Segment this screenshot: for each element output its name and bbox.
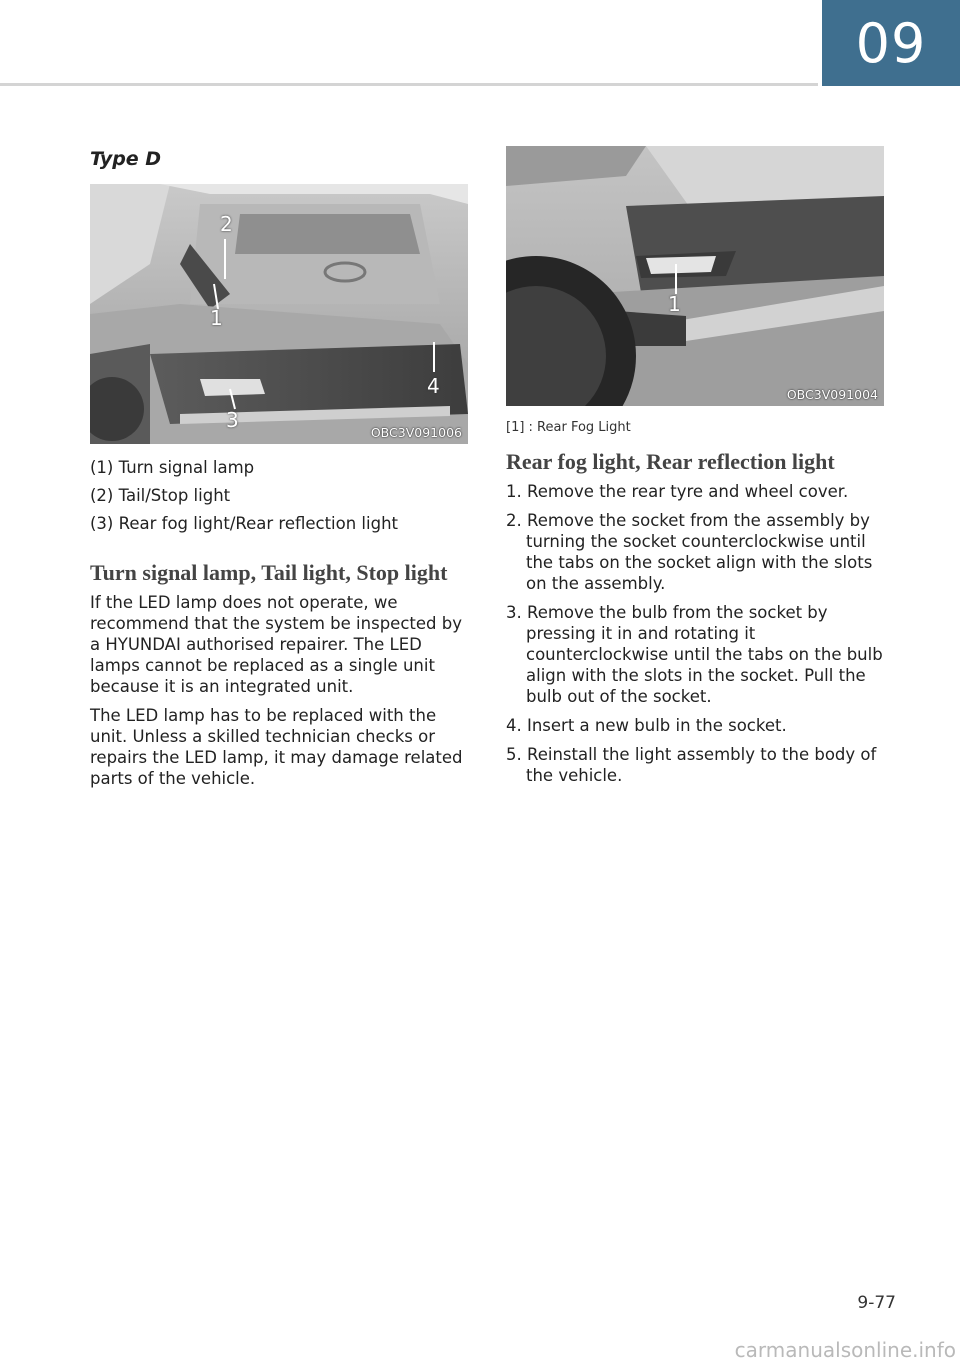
step-list xyxy=(506,481,884,786)
section-title: Turn signal lamp, Tail light, Stop light xyxy=(90,560,448,585)
header-rule xyxy=(0,83,818,86)
step-item: 1. Remove the rear tyre and wheel cover. xyxy=(506,482,849,501)
figure-legend xyxy=(90,454,468,538)
legend-item: (1) Turn signal lamp xyxy=(90,458,255,477)
watermark: carmanualsonline.info xyxy=(734,1338,956,1362)
rear-fog-light-figure xyxy=(506,146,884,406)
paragraph: The LED lamp has to be replaced with the unit. Unless a skilled technician checks or repairs the LED lamp, it may damage related parts of the vehicle. xyxy=(90,706,463,788)
page-number: 9-77 xyxy=(857,1293,896,1313)
figure-code: OBC3V091004 xyxy=(786,387,878,402)
callout-3: 3 xyxy=(226,408,239,432)
step-item: 4. Insert a new bulb in the socket. xyxy=(506,716,787,735)
figure-caption: [1] : Rear Fog Light xyxy=(506,420,631,435)
legend-item: (3) Rear fog light/Rear reflection light xyxy=(90,514,399,533)
callout-4: 4 xyxy=(427,374,440,398)
chapter-number: 09 xyxy=(855,11,927,75)
section-title: Rear fog light, Rear reflection light xyxy=(506,449,835,474)
callout-1: 1 xyxy=(210,306,223,330)
paragraph: If the LED lamp does not operate, we recommend that the system be inspected by a HYUNDAI authorised repairer. The LED lamps cannot be replaced as a single unit because it is an integrated unit. xyxy=(90,593,462,696)
right-column xyxy=(506,146,884,794)
figure-code: OBC3V091006 xyxy=(370,425,462,440)
step-item: 2. Remove the socket from the assembly by turning the socket counterclockwise until the tabs on the socket align with the slots on the assembly. xyxy=(506,511,873,593)
type-title: Type D xyxy=(90,148,162,170)
rear-lamp-figure xyxy=(90,184,468,444)
step-item: 3. Remove the bulb from the socket by pressing it in and rotating it counterclockwise until the tabs on the bulb align with the slots in the socket. Pull the bulb out of the socket. xyxy=(506,603,883,706)
callout-2: 2 xyxy=(220,212,233,236)
chapter-tab xyxy=(822,0,960,86)
legend-item: (2) Tail/Stop light xyxy=(90,486,231,505)
left-column xyxy=(90,144,468,797)
rear-lamp-illustration xyxy=(90,184,468,444)
callout-1: 1 xyxy=(668,292,681,316)
rear-fog-illustration xyxy=(506,146,884,406)
step-item: 5. Reinstall the light assembly to the body of the vehicle. xyxy=(506,745,877,785)
